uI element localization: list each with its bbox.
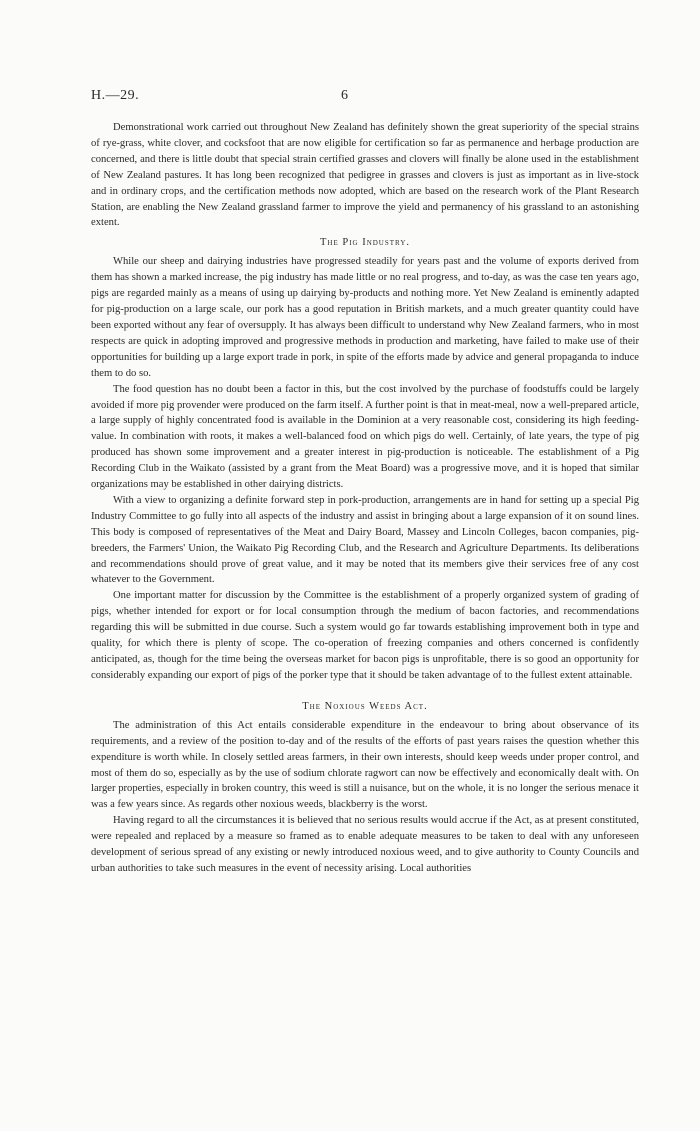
section-heading: The Noxious Weeds Act. [302,700,428,712]
paragraph: The administration of this Act entails considerable expenditure in the endeavour to bring about observance of its requirements, and a review of the position to-day and of the results of the efforts of past years raises the question whether this expenditure is worth while. In closely settled areas farmers, in their own interests, should keep weeds under proper control, and most of them do so, especially as by the use of sodium chlorate ragwort can now be effectively and economically dealt with. On larger properties, especially in broken country, this weed is still a nuisance, but on the whole, it is no longer the serious menace it was a few years since. As regards other noxious weeds, blackberry is the worst. [91,719,639,811]
page-number: 6 [341,88,348,103]
intro-section [91,120,639,231]
pig-industry-section [91,234,639,683]
paragraph: The food question has no doubt been a factor in this, but the cost involved by the purchase of foodstuffs could be largely avoided if more pig provender were produced on the farm itself. A further point is that in meat-meal, now a well-prepared article, a large supply of highly concentrated food is available in the Dominion at a very reasonable cost, considering its high feeding-value. In combination with roots, it makes a well-balanced food on which pigs do well. Certainly, of late years, the type of pig produced has shown some improvement and a greater interest in pig-production is noticeable. The establishment of a Pig Recording Club in the Waikato (assisted by a grant from the Meat Board) was a progressive move, and it is hoped that similar organizations may be established in other dairying districts. [91,383,639,491]
paragraph: Having regard to all the circumstances it is believed that no serious results would accrue if the Act, as at present constituted, were repealed and replaced by a measure so framed as to enable adequate measures to be taken to deal with any unforeseen development of serious spread of any existing or newly introduced noxious weed, and to give authority to County Councils and urban authorities to take such measures in the event of necessity arising. Local authorities [91,815,639,874]
page-header [91,88,639,108]
document-reference: H.—29. [91,88,140,103]
paragraph: While our sheep and dairying industries have progressed steadily for years past and the volume of exports derived from them has shown a marked increase, the pig industry has made little or no real progress, and to-day, as was the case ten years ago, pigs are regarded mainly as a means of using up dairying by-products and nothing more. Yet New Zealand is eminently adapted for pig-production on a large scale, our pork has a good reputation in British markets, and a much greater quantity could have been exported without any fear of oversupply. It has always been difficult to understand why New Zealand farmers, who in most respects are quick in adopting improved and progressive methods in production and marketing, have failed to make use of their opportunities for building up a large export trade in pork, in spite of the efforts made by advice and general propaganda to induce them to do so. [91,256,639,379]
paragraph: Demonstrational work carried out throughout New Zealand has definitely shown the great superiority of the special strains of rye-grass, white clover, and cocksfoot that are now eligible for certification so far as permanence and herbage production are concerned, and there is little doubt that special strain certified grasses and clovers will finally be alone used in the establishment of New Zealand pastures. It has long been recognized that pedigree in grasses and clovers is just as important as in live-stock and in ordinary crops, and the certification methods now adopted, which are based on the research work of the Plant Research Station, are enabling the New Zealand grassland farmer to improve the yield and permanency of his grassland to an astonishing extent. [91,122,639,229]
paragraph: One important matter for discussion by the Committee is the establishment of a properly organized system of grading of pigs, whether intended for export or for local consumption through the medium of bacon factories, and recommendations regarding this will be submitted in due course. Such a system would go far towards establishing improvement both in type and quality, for which there is plenty of scope. The co-operation of freezing companies and others concerned is confidently anticipated, as, though for the time being the overseas market for bacon pigs is unprofitable, there is so good an opportunity for considerably expanding our export of pigs of the porker type that it should be taken advantage of to the fullest extent attainable. [91,590,639,681]
section-heading: The Pig Industry. [319,237,410,249]
noxious-weeds-section [91,698,639,877]
document-page [91,88,639,877]
paragraph: With a view to organizing a definite forward step in pork-production, arrangements are in hand for setting up a special Pig Industry Committee to go fully into all aspects of the industry and assist in bringing about a large expansion of it on sound lines. This body is composed of representatives of the Meat and Dairy Board, Massey and Lincoln Colleges, bacon companies, pig-breeders, the Farmers' Union, the Waikato Pig Recording Club, and the Research and Agriculture Departments. Its deliberations and recommendations should prove of great value, and it may be noted that its members give their services free of any cost whatever to the Government. [91,494,639,586]
